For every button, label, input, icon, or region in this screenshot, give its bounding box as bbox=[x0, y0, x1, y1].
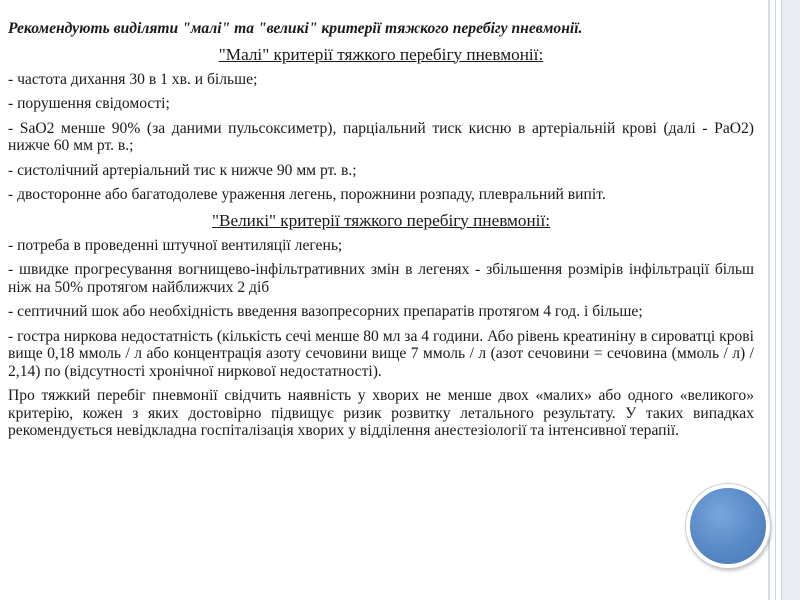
minor-criterion-item: - порушення свідомості; bbox=[8, 95, 170, 112]
major-criterion-item: - швидке прогресування вогнищево-інфільтративних змін в легенях - збільшення розмірів інфільтрації більш ніж на 50% протягом найближчих 2 діб bbox=[8, 261, 754, 296]
major-criterion-item: - потреба в проведенні штучної вентиляції легень; bbox=[8, 236, 343, 254]
conclusion-text: Про тяжкий перебіг пневмонії свідчить наявність у хворих не менше двох «малих» або одного «великого» критерію, кожен з яких достовірно підвищує ризик розвитку летального результату. У таких випадках рекомендується невідкладна госпіталізація хворих у відділення анестезіології та інтенсивної терапії. bbox=[8, 387, 754, 439]
major-criteria-heading: "Великі" критерії тяжкого перебігу пневмонії: bbox=[211, 210, 551, 230]
major-criterion-item: - септичний шок або необхідність введення вазопресорних препаратів протягом 4 год. і більше; bbox=[8, 303, 643, 320]
minor-criterion-item: - SaO2 менше 90% (за даними пульсоксиметр), парціальний тиск кисню в артеріальній крові (далі - PaO2) нижче 60 мм рт. в.; bbox=[8, 119, 754, 154]
decorative-circle bbox=[686, 484, 770, 568]
intro-text: Рекомендують виділяти "малі" та "великі" критерії тяжкого перебігу пневмонії. bbox=[8, 20, 583, 37]
slide-content bbox=[8, 20, 754, 440]
major-criterion-item: - гостра ниркова недостатність (кількість сечі менше 80 мл за 4 години. Або рівень креатиніну в сироватці крові вище 0,18 ммоль / л або концентрація азоту сечовини вище 7 ммоль / л (азот сечовини = сечовина (ммоль / л) / 2,14) по (відсутності хронічної ниркової недостатності). bbox=[8, 327, 754, 380]
minor-criteria-heading: "Малі" критерії тяжкого перебігу пневмонії: bbox=[218, 44, 544, 64]
minor-criterion-item: - систолічний артеріальний тис к нижче 90 мм рт. в.; bbox=[8, 161, 357, 179]
minor-criterion-item: - двосторонне або багатодолеве ураження легень, порожнини розпаду, плевральний випіт. bbox=[8, 186, 606, 203]
frame-border-line bbox=[768, 0, 770, 600]
minor-criterion-item: - частота дихання 30 в 1 хв. и більше; bbox=[8, 70, 258, 88]
frame-border-line bbox=[781, 0, 782, 600]
frame-border-line bbox=[775, 0, 776, 600]
